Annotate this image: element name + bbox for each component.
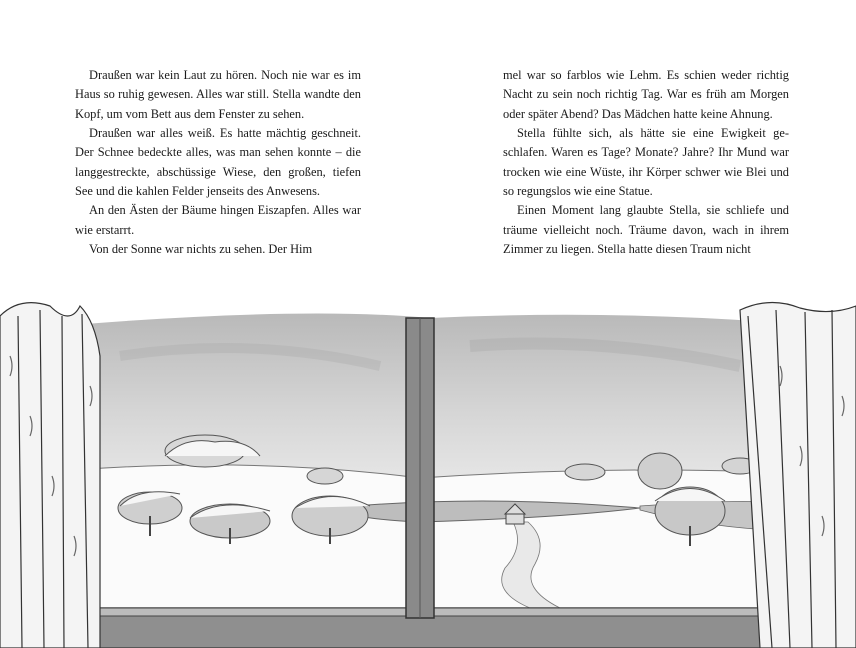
window-mullion xyxy=(406,318,434,618)
paragraph: Draußen war kein Laut zu hören. Noch nie war es im Haus so ruhig gewesen. Alles war still. Stella wandte den Kopf, um vom Bett aus dem Fenster zu sehen. xyxy=(75,68,361,121)
paragraph: Stella fühlte sich, als hätte sie eine Ewigkeit geschlafen. Waren es Tage? Monate? Jahre? Ihr Mund war trocken wie eine Wüste, ihr Körper schwer wie Blei und so regungslos wie eine Statue. xyxy=(503,126,789,199)
curtain-left xyxy=(0,303,100,648)
paragraph: Von der Sonne war nichts zu sehen. Der Him xyxy=(89,242,313,257)
paragraph: Draußen war alles weiß. Es hatte mächtig geschneit. Der Schnee bedeckte alles, was man sehen konnte – die langgestreckte, abschüssige Wiese, den großen, tiefen See und die kahlen Felder jenseits des Anwesens. xyxy=(75,126,361,199)
curtain-right xyxy=(740,302,856,648)
text-column-left xyxy=(75,66,361,259)
paragraph: An den Ästen der Bäume hingen Eiszapfen. Alles war wie erstarrt. xyxy=(75,203,361,237)
paragraph: mel war so farblos wie Lehm. Es schien weder richtig Nacht zu sein noch richtig Tag. War es früh am Morgen oder später Abend? Das Mädchen hatte keine Ahnung. xyxy=(503,68,789,121)
window-winter-landscape-illustration xyxy=(0,296,856,648)
paragraph: Einen Moment lang glaubte Stella, sie schliefe und träume vielleicht noch. Träume davon, wach in ihrem Zimmer zu liegen. Stella hatte diesen Traum nicht xyxy=(503,203,789,257)
text-column-right xyxy=(503,66,789,259)
